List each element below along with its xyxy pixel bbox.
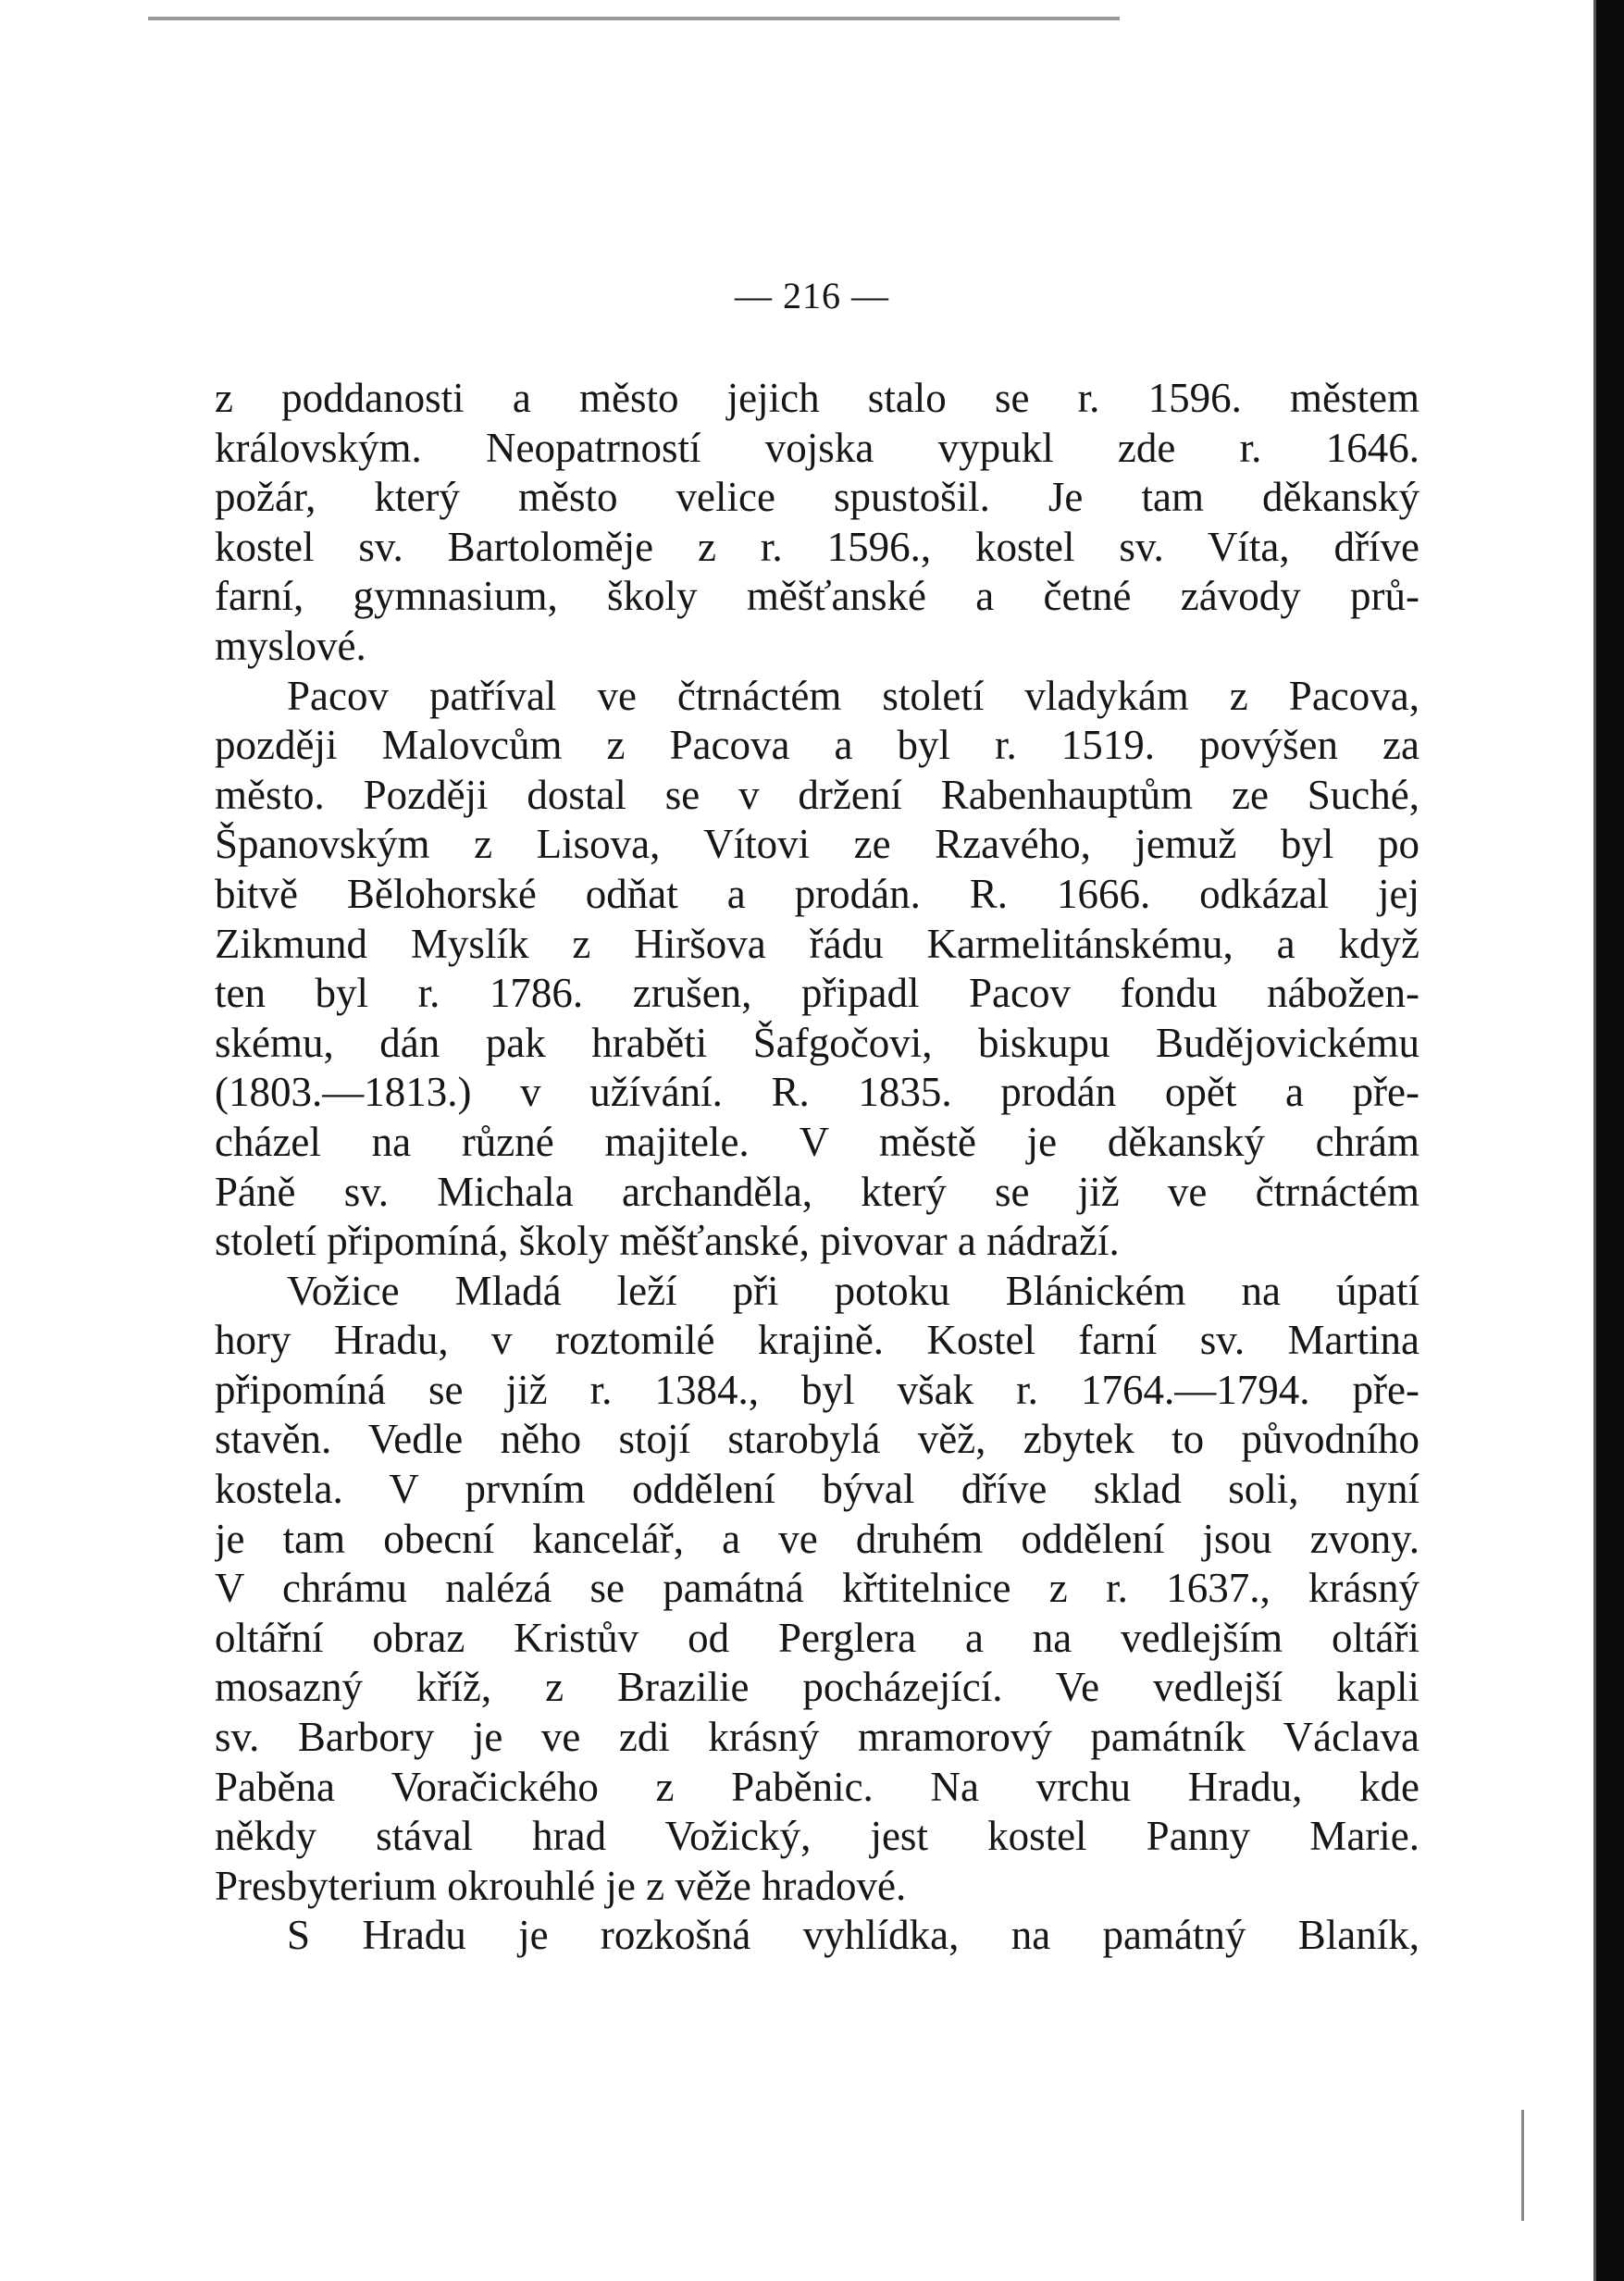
text-line: Pacov patříval ve čtrnáctém století vladykám z Pacova, <box>287 672 1419 719</box>
text-line: Španovským z Lisova, Vítovi ze Rzavého, jemuž byl po <box>215 821 1419 868</box>
text-line: mosazný kříž, z Brazilie pocházející. Ve vedlejší kapli <box>215 1664 1419 1711</box>
text-line: stavěn. Vedle něho stojí starobylá věž, zbytek to původního <box>215 1416 1419 1463</box>
text-line: později Malovcům z Pacova a byl r. 1519. povýšen za <box>215 722 1419 769</box>
text-line: století připomíná, školy měšťanské, pivovar a nádraží. <box>215 1218 1120 1265</box>
text-line: myslové. <box>215 622 366 669</box>
text-line: ten byl r. 1786. zrušen, připadl Pacov fondu nábožen- <box>215 970 1419 1017</box>
page-number: — 216 — <box>735 275 889 316</box>
text-line: S Hradu je rozkošná vyhlídka, na památný Blaník, <box>287 1912 1419 1959</box>
text-line: město. Později dostal se v držení Rabenhauptům ze Suché, <box>215 771 1419 818</box>
scan-edge-right <box>1596 0 1624 2281</box>
text-line: V chrámu nalézá se památná křtitelnice z r. 1637., krásný <box>215 1565 1419 1612</box>
text-line: cházel na různé majitele. V městě je děkanský chrám <box>215 1118 1419 1165</box>
scan-edge-top <box>148 17 1120 20</box>
text-line: hory Hradu, v roztomilé krajině. Kostel farní sv. Martina <box>215 1317 1419 1364</box>
text-line: (1803.—1813.) v užívání. R. 1835. prodán opět a pře- <box>215 1069 1419 1116</box>
text-line: někdy stával hrad Vožický, jest kostel Panny Marie. <box>215 1813 1419 1860</box>
text-line: skému, dán pak hraběti Šafgočovi, biskupu Budějovickému <box>215 1019 1419 1066</box>
text-line: z poddanosti a město jejich stalo se r. 1596. městem <box>215 375 1419 421</box>
text-line: Vožice Mladá leží při potoku Blánickém na úpatí <box>287 1267 1419 1314</box>
text-line: sv. Barbory je ve zdi krásný mramorový památník Václava <box>215 1714 1419 1761</box>
body-text <box>215 374 1419 1961</box>
text-line: je tam obecní kancelář, a ve druhém oddělení jsou zvony. <box>215 1515 1419 1562</box>
text-line: bitvě Bělohorské odňat a prodán. R. 1666. odkázal jej <box>215 870 1419 917</box>
text-line: oltářní obraz Kristův od Perglera a na vedlejším oltáři <box>215 1614 1419 1661</box>
text-line: královským. Neopatrností vojska vypukl zde r. 1646. <box>215 424 1419 471</box>
text-line: farní, gymnasium, školy měšťanské a četné závody prů- <box>215 573 1419 620</box>
text-line: Paběna Voračického z Paběnic. Na vrchu Hradu, kde <box>215 1763 1419 1810</box>
text-line: kostela. V prvním oddělení býval dříve sklad soli, nyní <box>215 1466 1419 1513</box>
text-line: Zikmund Myslík z Hiršova řádu Karmelitánskému, a když <box>215 920 1419 967</box>
text-line: kostel sv. Bartoloměje z r. 1596., kostel sv. Víta, dříve <box>215 523 1419 570</box>
text-line: připomíná se již r. 1384., byl však r. 1764.—1794. pře- <box>215 1366 1419 1413</box>
text-line: požár, který město velice spustošil. Je tam děkanský <box>215 474 1419 521</box>
text-line: Páně sv. Michala archanděla, který se již ve čtrnáctém <box>215 1168 1419 1215</box>
scan-mark <box>1521 2110 1524 2221</box>
text-line: Presbyterium okrouhlé je z věže hradové. <box>215 1862 907 1909</box>
